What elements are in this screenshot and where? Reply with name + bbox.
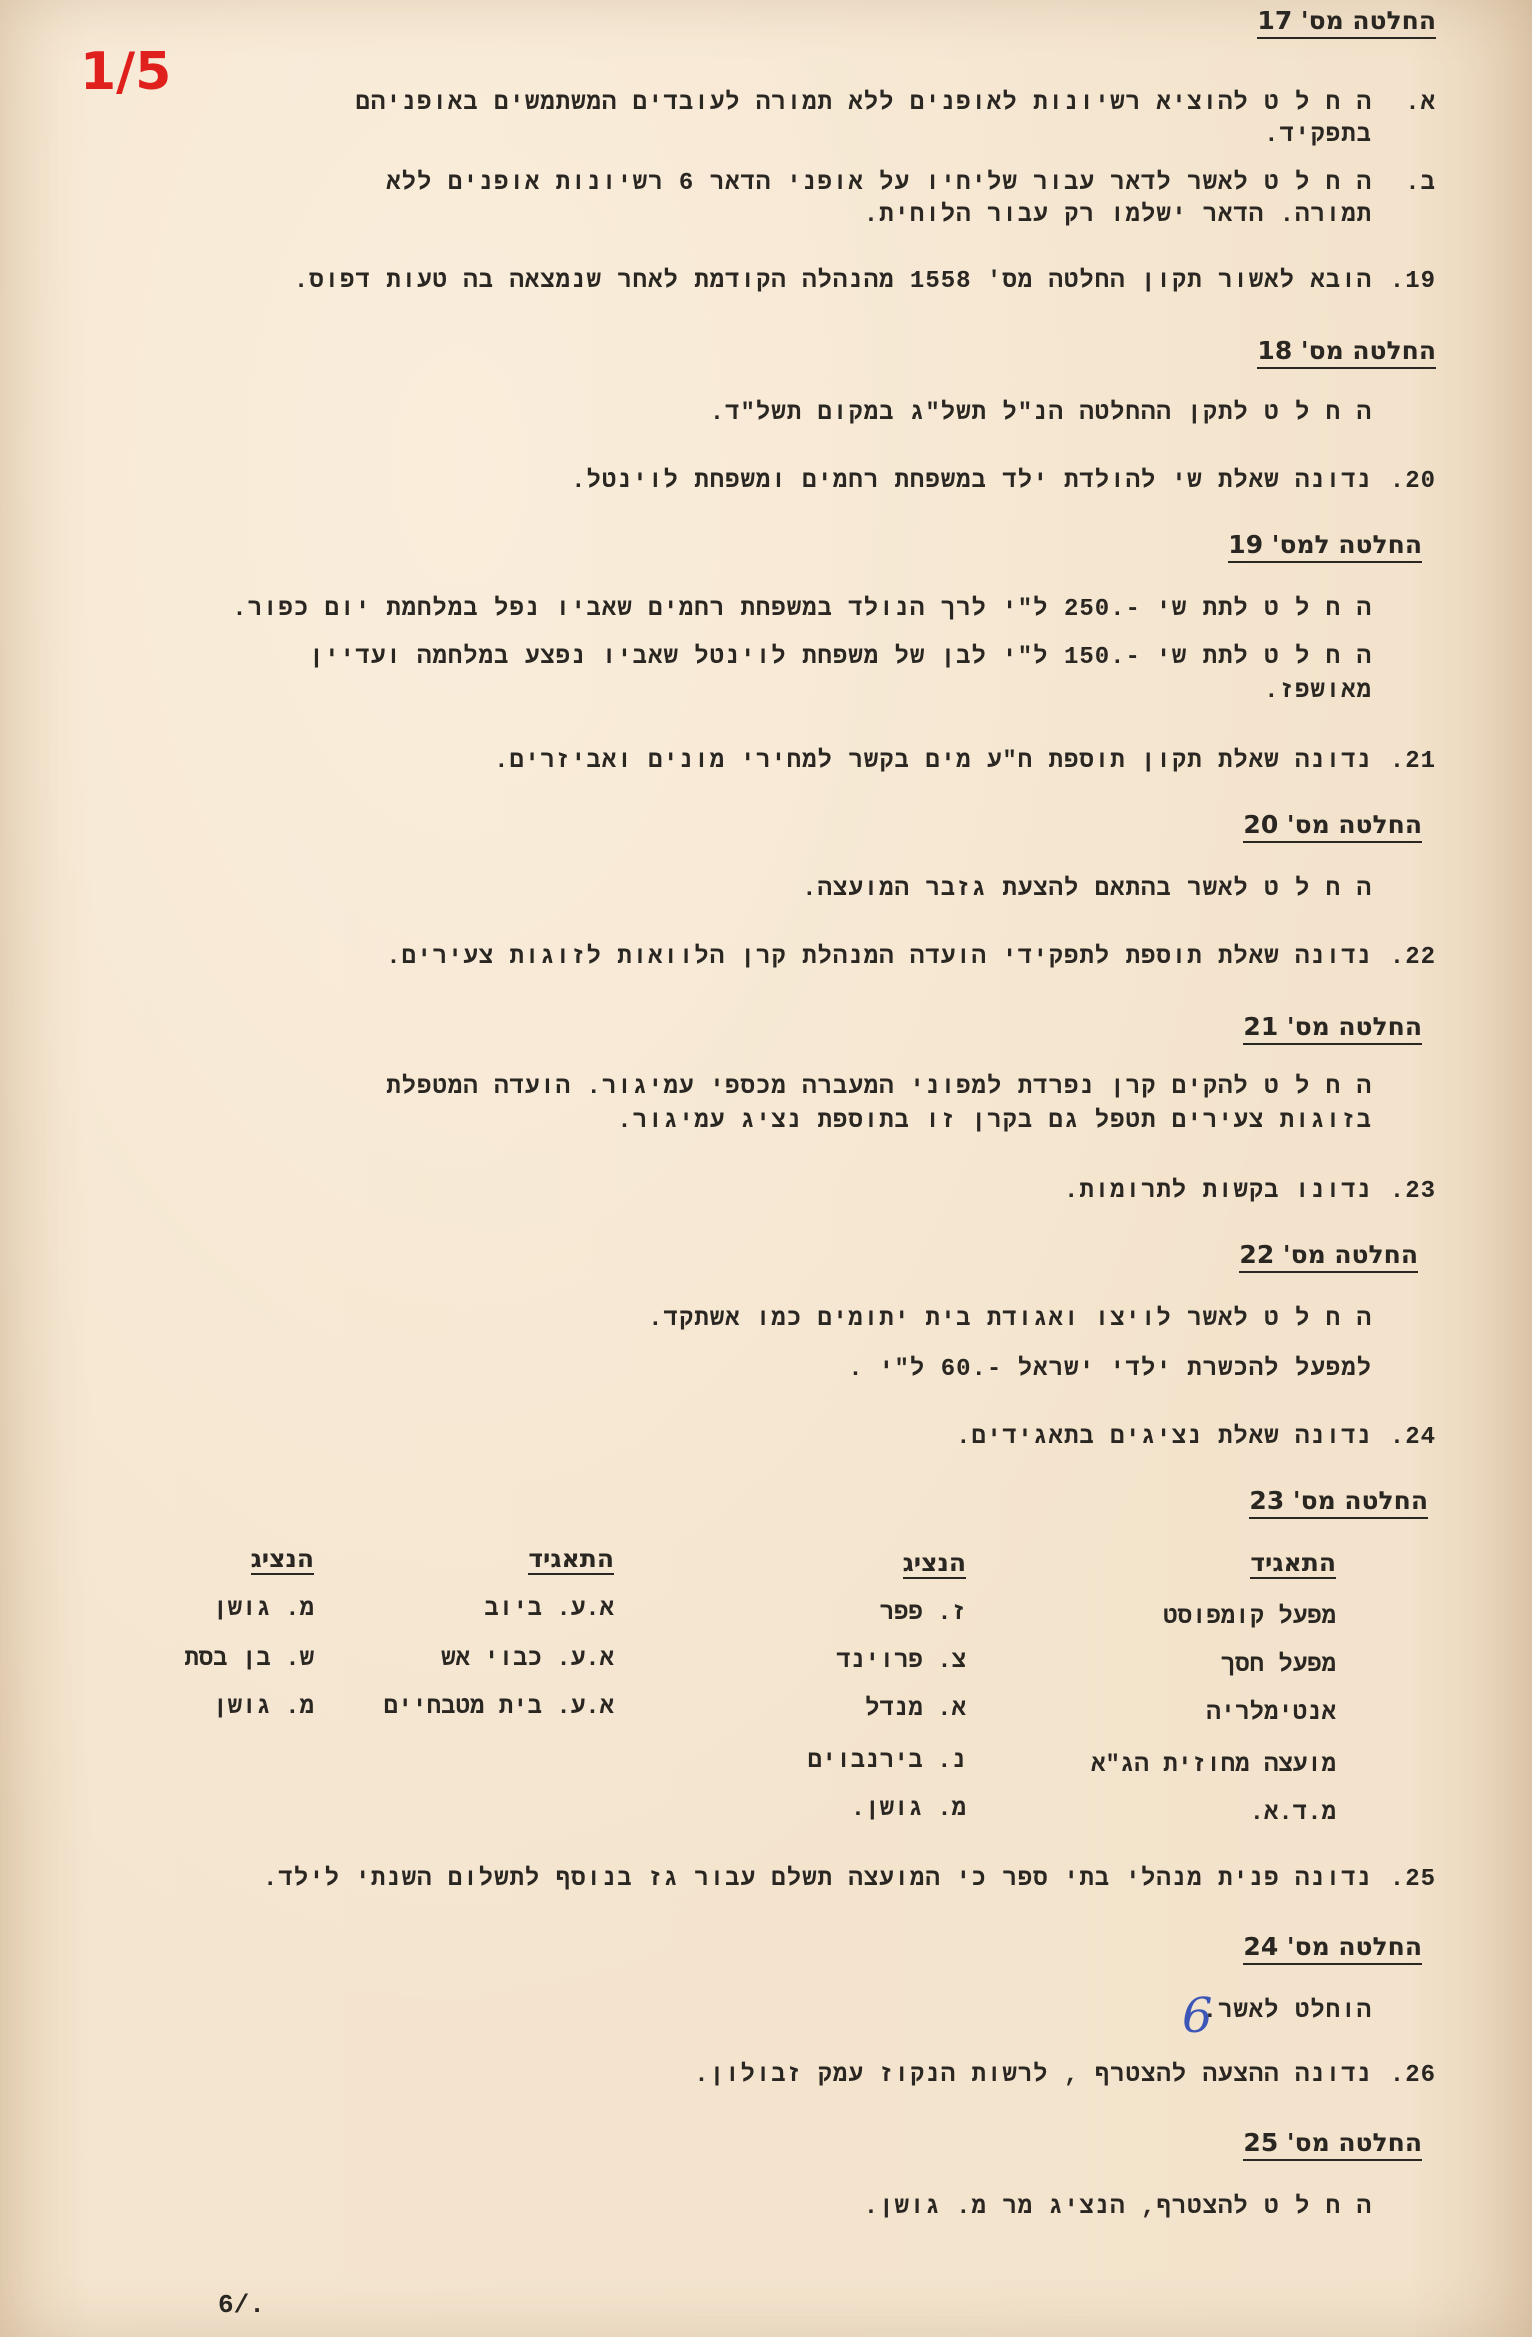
item-line	[710, 400, 1436, 427]
table-cell: א.ע. כבוי אש	[441, 1646, 614, 1673]
item-text: נדונה שאלת תוספת לתפקידי הועדה המנהלת קרן הלוואות לזוגות צעירים.	[386, 944, 1372, 971]
page-footer: 6/.	[218, 2290, 265, 2320]
table-cell: מפעל חסך	[1220, 1652, 1336, 1679]
item-line	[386, 170, 1436, 197]
table-cell: אנטימלריה	[1206, 1700, 1336, 1727]
item-text: ה ח ל ט לאשר לדאר עבור שליחיו על אופני הדאר 6 רשיונות אופנים ללא	[386, 170, 1372, 197]
resolution-heading: החלטה מס' 25	[1243, 2128, 1422, 2161]
table-cell: א.ע. בית מטבחיים	[383, 1694, 614, 1721]
table-cell: מ.ד.א.	[1249, 1800, 1336, 1827]
item-text: למפעל להכשרת ילדי ישראל -.60 ל"י .	[848, 1356, 1372, 1383]
table-cell: מ. גושן.	[850, 1796, 966, 1823]
item-line	[694, 2062, 1436, 2089]
resolution-heading: החלטה מס' 20	[1243, 810, 1422, 843]
resolution-heading: החלטה מס' 22	[1239, 1240, 1418, 1273]
item-number: 24.	[1389, 1424, 1436, 1451]
item-line	[386, 944, 1436, 971]
item-text: נדונה ההצעה להצטרף , לרשות הנקוז עמק זבולון.	[694, 2062, 1372, 2089]
item-line	[386, 1074, 1436, 1101]
item-line	[1264, 678, 1436, 705]
table-cell: ש. בן בסת	[184, 1646, 314, 1673]
item-text: נדונה פנית מנהלי בתי ספר כי המועצה תשלם עבור גז בנוסף לתשלום השנתי לילד.	[263, 1866, 1372, 1893]
table-cell: א. מנדל	[865, 1696, 966, 1723]
resolution-heading: החלטה מס' 21	[1243, 1012, 1422, 1045]
item-line	[956, 1424, 1436, 1451]
item-line	[864, 2194, 1436, 2221]
item-number: 25.	[1389, 1866, 1436, 1893]
item-number: 20.	[1389, 468, 1436, 495]
item-number: א.	[1405, 90, 1436, 117]
item-number: 22.	[1389, 944, 1436, 971]
item-text: נדונה שאלת תקון תוספת ח"ע מים בקשר למחירי מונים ואביזרים.	[494, 748, 1372, 775]
item-line	[1203, 1998, 1436, 2025]
table-cell: מפעל קומפוסט	[1163, 1604, 1336, 1631]
item-line	[648, 1306, 1436, 1333]
table-header-corporation: התאגיד	[1250, 1548, 1336, 1577]
item-number: 26.	[1389, 2062, 1436, 2089]
item-number: 23.	[1389, 1178, 1436, 1205]
page-marker: 1/5	[80, 42, 172, 102]
item-line	[802, 876, 1436, 903]
item-line	[309, 644, 1436, 671]
item-text: נדונו בקשות לתרומות.	[1063, 1178, 1372, 1205]
item-text: ה ח ל ט לאשר בהתאם להצעת גזבר המועצה.	[802, 876, 1372, 903]
table-cell: צ. פרוינד	[836, 1648, 966, 1675]
item-number: 19.	[1389, 268, 1436, 295]
item-text: ה ח ל ט להוציא רשיונות לאופנים ללא תמורה לעובדים המשתמשים באופניהם	[355, 90, 1372, 117]
item-line	[1064, 1178, 1436, 1205]
item-line	[848, 1356, 1436, 1383]
item-text: נדונה שאלת נציגים בתאגידים.	[956, 1424, 1372, 1451]
item-line	[263, 1866, 1436, 1893]
item-text: בזוגות צעירים תטפל גם בקרן זו בתוספת נציג עמיגור.	[617, 1108, 1372, 1135]
item-text: ה ח ל ט להצטרף, הנציג מר מ. גושן.	[863, 2194, 1372, 2221]
table-cell: א.ע. ביוב	[484, 1596, 614, 1623]
item-text: ה ח ל ט לתת שי -.250 ל"י לרך הנולד במשפחת רחמים שאביו נפל במלחמת יום כפור.	[232, 596, 1372, 623]
item-line	[864, 202, 1436, 229]
table-header-corporation: התאגיד	[528, 1544, 614, 1573]
table-cell: ז. פפר	[879, 1600, 966, 1627]
item-text: תמורה. הדאר ישלמו רק עבור הלוחית.	[863, 202, 1372, 229]
table-header-representative: הנציג	[250, 1544, 314, 1573]
item-text: מאושפז.	[1264, 678, 1372, 705]
item-text: ה ח ל ט לאשר לויצו ואגודת בית יתומים כמו אשתקד.	[648, 1306, 1372, 1333]
item-text: נדונה שאלת שי להולדת ילד במשפחת רחמים ומשפחת לוינטל.	[571, 468, 1372, 495]
table-cell: מ. גושן	[213, 1596, 314, 1623]
item-line	[571, 468, 1436, 495]
resolution-heading: החלטה מס' 18	[1257, 336, 1436, 369]
item-line	[355, 90, 1436, 117]
item-line	[617, 1108, 1436, 1135]
table-cell: מ. גושן	[213, 1694, 314, 1721]
item-line	[232, 596, 1436, 623]
table-cell: נ. בירנבוים	[807, 1748, 966, 1775]
item-text: ה ח ל ט להקים קרן נפרדת למפוני המעברה מכספי עמיגור. הועדה המטפלת	[386, 1074, 1372, 1101]
table-header-representative: הנציג	[902, 1548, 966, 1577]
item-number: 21.	[1389, 748, 1436, 775]
item-line	[1264, 122, 1436, 149]
item-text: ה ח ל ט לתקן ההחלטה הנ"ל תשל"ג במקום תשל"ד.	[709, 400, 1372, 427]
handwritten-mark: 6	[1182, 1988, 1213, 2044]
resolution-heading: החלטה מס' 23	[1249, 1486, 1428, 1519]
item-number: ב.	[1405, 170, 1436, 197]
resolution-heading: החלטה למס' 19	[1228, 530, 1422, 563]
item-text: ה ח ל ט לתת שי -.150 ל"י לבן של משפחת לוינטל שאביו נפצע במלחמה ועדיין	[309, 644, 1372, 671]
item-text: הובא לאשור תקון החלטה מס' 1558 מהנהלה הקודמת לאחר שנמצאה בה טעות דפוס.	[293, 268, 1372, 295]
item-text: הוחלט לאשר.	[1202, 1998, 1372, 2025]
table-cell: מועצה מחוזית הג"א	[1091, 1752, 1336, 1779]
resolution-heading: החלטה מס' 24	[1243, 1932, 1422, 1965]
item-line	[494, 748, 1436, 775]
item-text: בתפקיד.	[1264, 122, 1372, 149]
item-line	[294, 268, 1436, 295]
resolution-heading: החלטה מס' 17	[1257, 6, 1436, 39]
